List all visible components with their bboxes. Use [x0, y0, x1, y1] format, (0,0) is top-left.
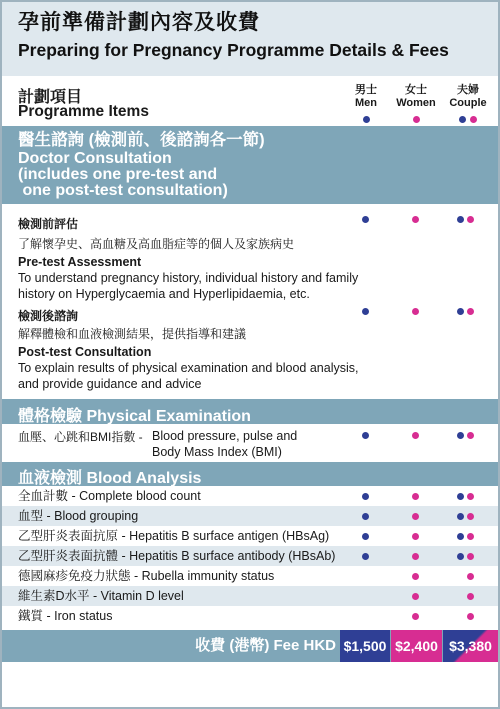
physical-item-en: Blood pressure, pulse and Body Mass Index (BMI): [152, 429, 298, 459]
women-dot-icon: [413, 116, 420, 123]
section-physical-examination: [2, 399, 498, 424]
fee-men: $1,500: [340, 630, 390, 662]
column-header-row: [2, 80, 498, 124]
women-dot-icon: [467, 513, 474, 520]
women-dot-icon: [467, 613, 474, 620]
blood-row: [2, 546, 498, 566]
women-dot-icon: [467, 533, 474, 540]
men-dot-icon: [362, 513, 369, 520]
post-test-title-zh: 檢測後諮詢: [18, 309, 79, 323]
blood-row: [2, 526, 498, 546]
women-dot-icon: [412, 593, 419, 600]
men-dot-icon: [457, 493, 464, 500]
women-dot-icon: [412, 216, 419, 223]
doctor-title-en-3: one post-test consultation): [18, 182, 228, 199]
men-dot-icon: [362, 533, 369, 540]
blood-row: [2, 586, 498, 606]
fee-bar: [2, 630, 498, 662]
column-couple-zh: 夫婦: [457, 84, 479, 96]
blood-row-label: 乙型肝炎表面抗原 - Hepatitis B surface antigen (HBsAg): [18, 529, 330, 543]
women-dot-icon: [467, 216, 474, 223]
women-dot-icon: [412, 553, 419, 560]
column-women-en: Women: [396, 97, 436, 109]
fee-couple: $3,380: [443, 630, 498, 662]
section-blood-analysis: [2, 462, 498, 486]
post-test-title-en: Post-test Consultation: [18, 345, 152, 359]
men-dot-icon: [457, 553, 464, 560]
column-women-zh: 女士: [405, 84, 427, 96]
blood-row-label: 血型 - Blood grouping: [18, 509, 139, 523]
women-dot-icon: [467, 493, 474, 500]
blood-row: [2, 486, 498, 506]
women-dot-icon: [470, 116, 477, 123]
women-dot-icon: [467, 573, 474, 580]
pre-test-title-zh: 檢測前評估: [18, 217, 79, 231]
column-women: [392, 84, 440, 126]
men-dot-icon: [362, 493, 369, 500]
physical-title: 體格檢驗 Physical Examination: [18, 408, 251, 425]
women-dot-icon: [467, 553, 474, 560]
blood-row-label: 維生素D水平 - Vitamin D level: [18, 589, 184, 603]
post-test-text-zh: 解釋體檢和血液檢測結果，提供指導和建議: [18, 327, 247, 341]
women-dot-icon: [412, 493, 419, 500]
men-dot-icon: [457, 216, 464, 223]
women-dot-icon: [467, 593, 474, 600]
women-dot-icon: [412, 533, 419, 540]
column-men: [350, 84, 382, 126]
section-doctor-consultation: [2, 126, 498, 204]
fee-label: 收費 (港幣) Fee HKD: [195, 637, 336, 654]
pre-test-title-en: Pre-test Assessment: [18, 255, 142, 269]
blood-row-label: 鐵質 - Iron status: [18, 609, 113, 623]
blood-title: 血液檢測 Blood Analysis: [18, 470, 202, 487]
column-men-en: Men: [355, 97, 377, 109]
page-title-zh: 孕前準備計劃內容及收費: [18, 11, 260, 34]
blood-row: [2, 606, 498, 626]
blood-row-label: 德國麻疹免疫力狀態 - Rubella immunity status: [18, 569, 275, 583]
women-dot-icon: [412, 573, 419, 580]
women-dot-icon: [412, 613, 419, 620]
women-dot-icon: [412, 432, 419, 439]
men-dot-icon: [459, 116, 466, 123]
blood-row-label: 全血計數 - Complete blood count: [18, 489, 201, 503]
men-dot-icon: [362, 216, 369, 223]
doctor-title-en-1: Doctor Consultation: [18, 150, 172, 167]
items-heading-zh: 計劃項目: [18, 89, 83, 106]
physical-row: [2, 424, 498, 462]
post-test-text-en: To explain results of physical examination and blood analysis, and provide guidance and advice: [18, 361, 359, 391]
blood-row: [2, 566, 498, 586]
column-couple-en: Couple: [449, 97, 487, 109]
items-heading-en: Programme Items: [18, 103, 149, 120]
physical-item-zh: 血壓、心跳和BMI指數 -: [18, 430, 143, 444]
men-dot-icon: [457, 513, 464, 520]
fee-women: $2,400: [391, 630, 442, 662]
women-dot-icon: [467, 308, 474, 315]
women-dot-icon: [412, 513, 419, 520]
column-men-zh: 男士: [355, 84, 377, 96]
column-couple: [445, 84, 491, 126]
doctor-title-zh: 醫生諮詢 (檢測前、後諮詢各一節): [18, 131, 265, 149]
doctor-title-en-2: (includes one pre-test and: [18, 166, 218, 183]
women-dot-icon: [412, 308, 419, 315]
title-header: [2, 2, 498, 76]
men-dot-icon: [362, 432, 369, 439]
men-dot-icon: [457, 533, 464, 540]
pre-test-text-zh: 了解懷孕史、高血糖及高血脂症等的個人及家族病史: [18, 237, 295, 251]
women-dot-icon: [467, 432, 474, 439]
men-dot-icon: [363, 116, 370, 123]
men-dot-icon: [457, 432, 464, 439]
blood-row-label: 乙型肝炎表面抗體 - Hepatitis B surface antibody (HBsAb): [18, 549, 336, 563]
men-dot-icon: [457, 308, 464, 315]
men-dot-icon: [362, 553, 369, 560]
pre-test-text-en: To understand pregnancy history, individual history and family history on Hyperglycaemia and Hyperlipidaemia, etc.: [18, 271, 359, 301]
men-dot-icon: [362, 308, 369, 315]
blood-row: [2, 506, 498, 526]
page-title-en: Preparing for Pregnancy Programme Details & Fees: [18, 40, 449, 60]
